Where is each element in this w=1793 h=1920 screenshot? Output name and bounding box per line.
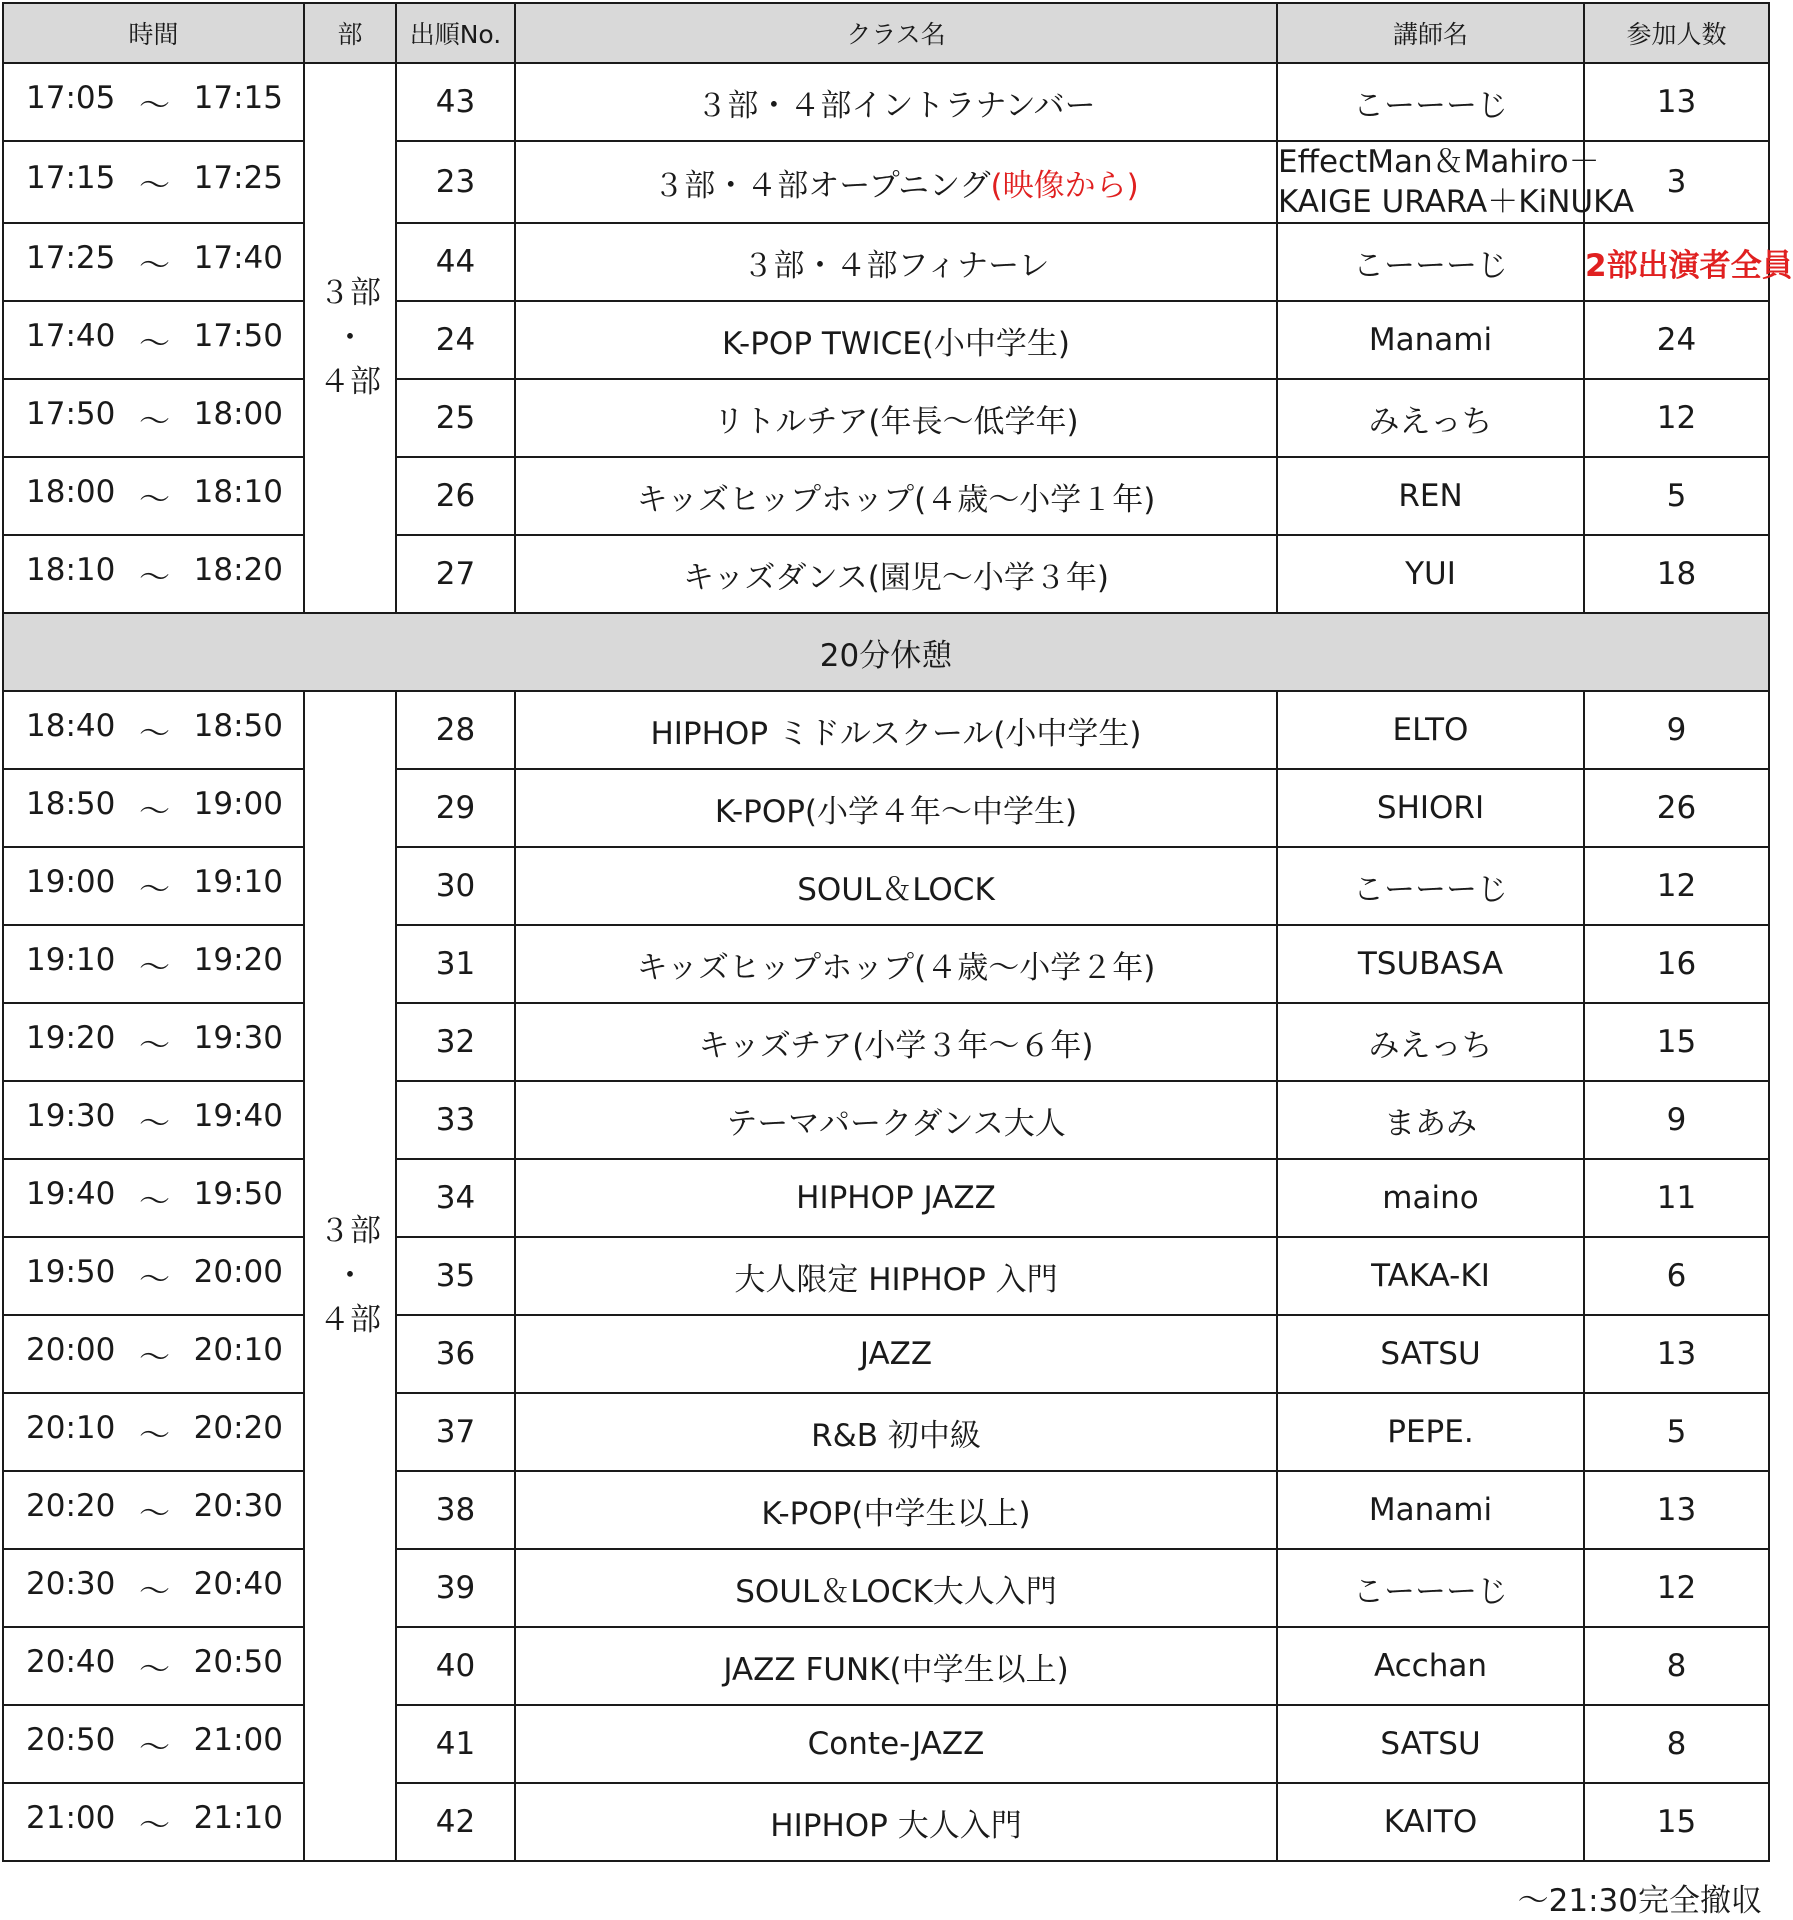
end-time: 20:30	[193, 1487, 283, 1524]
participants-cell: 11	[1584, 1159, 1769, 1237]
table-row	[3, 1159, 1769, 1237]
class-name: K-POP TWICE(小中学生)	[721, 325, 1071, 362]
table-row	[3, 63, 1769, 141]
participants-cell: 15	[1584, 1783, 1769, 1861]
time-cell	[3, 1315, 304, 1393]
participants-cell: 12	[1584, 847, 1769, 925]
class-cell	[515, 1549, 1277, 1627]
order-cell: 29	[396, 769, 515, 847]
order-cell: 34	[396, 1159, 515, 1237]
instructor-cell: TAKA-KI	[1277, 1237, 1584, 1315]
class-name: Conte-JAZZ	[807, 1726, 985, 1762]
class-cell	[515, 301, 1277, 379]
time-range	[4, 318, 303, 363]
start-time: 20:50	[26, 1721, 116, 1758]
start-time: 18:40	[26, 707, 116, 744]
start-time: 17:50	[26, 395, 116, 432]
time-range	[4, 864, 303, 909]
class-name: JAZZ	[859, 1336, 933, 1372]
table-row	[3, 691, 1769, 769]
instructor-cell: ELTO	[1277, 691, 1584, 769]
instructor-line: EffectMan＆Mahiro＋	[1278, 144, 1600, 180]
time-separator: ～	[139, 1807, 170, 1844]
order-cell: 26	[396, 457, 515, 535]
class-name: キッズヒップホップ(４歳～小学１年)	[636, 481, 1156, 518]
instructor-cell	[1277, 141, 1635, 223]
end-time: 18:20	[193, 551, 283, 588]
time-separator: ～	[139, 1105, 170, 1142]
class-cell	[515, 1003, 1277, 1081]
table-row	[3, 925, 1769, 1003]
participants-cell: 6	[1584, 1237, 1769, 1315]
time-separator: ～	[139, 87, 170, 124]
table-row	[3, 847, 1769, 925]
time-cell	[3, 769, 304, 847]
table-row	[3, 1315, 1769, 1393]
end-time: 19:20	[193, 941, 283, 978]
header-class-name: クラス名	[515, 3, 1277, 63]
time-separator: ～	[139, 1339, 170, 1376]
participants-cell: 15	[1584, 1003, 1769, 1081]
start-time: 19:00	[26, 863, 116, 900]
table-row	[3, 1783, 1769, 1861]
table-row	[3, 1081, 1769, 1159]
end-time: 20:00	[193, 1253, 283, 1290]
footer-note: ～21:30完全撤収	[1517, 1883, 1762, 1919]
start-time: 17:25	[26, 239, 116, 276]
break-row	[3, 613, 1769, 691]
start-time: 20:10	[26, 1409, 116, 1446]
header-participants: 参加人数	[1584, 3, 1769, 63]
end-time: 19:10	[193, 863, 283, 900]
time-range	[4, 1410, 303, 1455]
time-range	[4, 396, 303, 441]
participants-cell: 9	[1584, 1081, 1769, 1159]
time-separator: ～	[139, 715, 170, 752]
order-cell: 42	[396, 1783, 515, 1861]
table-row	[3, 379, 1769, 457]
time-separator: ～	[139, 949, 170, 986]
start-time: 18:10	[26, 551, 116, 588]
class-cell	[515, 1783, 1277, 1861]
end-time: 17:15	[193, 79, 283, 116]
time-cell	[3, 535, 304, 613]
participants-cell: 13	[1584, 1315, 1769, 1393]
time-separator: ～	[139, 481, 170, 518]
schedule-table	[2, 2, 1793, 1862]
class-name: SOUL＆LOCK大人入門	[735, 1573, 1057, 1610]
instructor-cell: こーーーじ	[1277, 847, 1584, 925]
end-time: 19:30	[193, 1019, 283, 1056]
class-cell	[515, 1081, 1277, 1159]
time-range	[4, 1098, 303, 1143]
start-time: 19:10	[26, 941, 116, 978]
order-cell: 38	[396, 1471, 515, 1549]
class-cell	[515, 1315, 1277, 1393]
participants-cell: 12	[1584, 1549, 1769, 1627]
class-name: ３部・４部オープニング	[653, 167, 991, 204]
time-range	[4, 786, 303, 831]
class-name: HIPHOP ミドルスクール(小中学生)	[650, 715, 1142, 752]
instructor-cell: こーーーじ	[1277, 1549, 1584, 1627]
header-section: 部	[304, 3, 396, 63]
class-cell	[515, 691, 1277, 769]
table-row	[3, 1627, 1769, 1705]
section-bottom: ４部	[319, 364, 381, 401]
class-name: K-POP(小学４年～中学生)	[714, 793, 1078, 830]
header-instructor: 講師名	[1277, 3, 1584, 63]
time-cell	[3, 301, 304, 379]
instructor-cell: Acchan	[1277, 1627, 1584, 1705]
class-cell	[515, 1705, 1277, 1783]
time-range	[4, 552, 303, 597]
instructor-cell: みえっち	[1277, 1003, 1584, 1081]
participants-cell: 5	[1584, 457, 1769, 535]
time-cell	[3, 1705, 304, 1783]
class-name: SOUL＆LOCK	[797, 871, 995, 908]
table-row	[3, 1705, 1769, 1783]
instructor-cell: Manami	[1277, 301, 1584, 379]
time-separator: ～	[139, 1495, 170, 1532]
end-time: 18:50	[193, 707, 283, 744]
class-cell	[515, 223, 1277, 301]
time-range	[4, 1332, 303, 1377]
start-time: 20:30	[26, 1565, 116, 1602]
table-row	[3, 1003, 1769, 1081]
instructor-cell: REN	[1277, 457, 1584, 535]
time-cell	[3, 141, 304, 223]
order-cell: 39	[396, 1549, 515, 1627]
order-cell: 30	[396, 847, 515, 925]
class-name: テーマパークダンス大人	[726, 1105, 1066, 1142]
time-range	[4, 1254, 303, 1299]
end-time: 21:10	[193, 1799, 283, 1836]
order-cell: 36	[396, 1315, 515, 1393]
schedule-body	[3, 63, 1793, 1861]
table-row	[3, 535, 1769, 613]
time-separator: ～	[139, 1729, 170, 1766]
time-range	[4, 942, 303, 987]
time-separator: ～	[139, 1651, 170, 1688]
class-cell	[515, 847, 1277, 925]
section-mid: ・	[334, 319, 366, 356]
time-range	[4, 1644, 303, 1689]
class-cell	[515, 1627, 1277, 1705]
order-cell: 44	[396, 223, 515, 301]
order-cell: 27	[396, 535, 515, 613]
end-time: 21:00	[193, 1721, 283, 1758]
time-cell	[3, 457, 304, 535]
time-range	[4, 708, 303, 753]
time-separator: ～	[139, 1261, 170, 1298]
participants-cell: 9	[1584, 691, 1769, 769]
class-name: HIPHOP 大人入門	[770, 1807, 1022, 1844]
time-cell	[3, 379, 304, 457]
order-cell: 43	[396, 63, 515, 141]
class-cell	[515, 1393, 1277, 1471]
time-range	[4, 474, 303, 519]
table-row	[3, 457, 1769, 535]
end-time: 19:40	[193, 1097, 283, 1134]
class-name: 大人限定 HIPHOP 入門	[734, 1261, 1058, 1298]
time-range	[4, 1566, 303, 1611]
time-cell	[3, 925, 304, 1003]
participants-cell: 24	[1584, 301, 1769, 379]
order-cell: 37	[396, 1393, 515, 1471]
instructor-cell: こーーーじ	[1277, 63, 1584, 141]
start-time: 20:00	[26, 1331, 116, 1368]
header-row	[3, 3, 1769, 63]
section-cell	[304, 691, 396, 1861]
table-row	[3, 1237, 1769, 1315]
participants-cell: 18	[1584, 535, 1769, 613]
end-time: 19:00	[193, 785, 283, 822]
class-cell	[515, 63, 1277, 141]
table-row	[3, 769, 1769, 847]
instructor-cell: こーーーじ	[1277, 223, 1584, 301]
instructor-cell: KAITO	[1277, 1783, 1584, 1861]
time-range	[4, 240, 303, 285]
end-time: 20:40	[193, 1565, 283, 1602]
class-cell	[515, 379, 1277, 457]
instructor-line: KAIGE URARA＋KiNUKA	[1278, 184, 1635, 220]
order-cell: 32	[396, 1003, 515, 1081]
class-cell	[515, 141, 1277, 223]
table-row	[3, 223, 1769, 301]
time-cell	[3, 1237, 304, 1315]
time-separator: ～	[139, 403, 170, 440]
start-time: 17:05	[26, 79, 116, 116]
participants-cell: 13	[1584, 1471, 1769, 1549]
order-cell: 23	[396, 141, 515, 223]
table-row	[3, 1471, 1769, 1549]
class-cell	[515, 925, 1277, 1003]
class-name: ３部・４部フィナーレ	[742, 247, 1050, 284]
table-row	[3, 301, 1769, 379]
class-cell	[515, 769, 1277, 847]
time-cell	[3, 1783, 304, 1861]
instructor-cell: SATSU	[1277, 1315, 1584, 1393]
instructor-cell: YUI	[1277, 535, 1584, 613]
end-time: 20:10	[193, 1331, 283, 1368]
participants-cell: 3	[1584, 141, 1769, 223]
class-name: キッズヒップホップ(４歳～小学２年)	[636, 949, 1156, 986]
instructor-cell: maino	[1277, 1159, 1584, 1237]
start-time: 17:40	[26, 317, 116, 354]
time-cell	[3, 223, 304, 301]
table-row	[3, 1549, 1769, 1627]
end-time: 20:20	[193, 1409, 283, 1446]
participants-cell: 12	[1584, 379, 1769, 457]
start-time: 21:00	[26, 1799, 116, 1836]
participants-cell: 8	[1584, 1705, 1769, 1783]
break-label: 20分休憩	[3, 613, 1769, 691]
class-note: (映像から)	[990, 167, 1139, 204]
order-cell: 25	[396, 379, 515, 457]
participants-cell: 26	[1584, 769, 1769, 847]
start-time: 19:20	[26, 1019, 116, 1056]
instructor-cell: みえっち	[1277, 379, 1584, 457]
time-range	[4, 160, 303, 205]
start-time: 19:50	[26, 1253, 116, 1290]
start-time: 19:40	[26, 1175, 116, 1212]
class-name: JAZZ FUNK(中学生以上)	[723, 1651, 1069, 1688]
table-row	[3, 1393, 1769, 1471]
section-top: ３部	[319, 1212, 381, 1249]
class-cell	[515, 1471, 1277, 1549]
class-name: リトルチア(年長～低学年)	[713, 403, 1079, 440]
end-time: 17:50	[193, 317, 283, 354]
instructor-cell: SATSU	[1277, 1705, 1584, 1783]
order-cell: 41	[396, 1705, 515, 1783]
time-separator: ～	[139, 871, 170, 908]
time-range	[4, 1800, 303, 1845]
time-separator: ～	[139, 325, 170, 362]
participants-cell: 16	[1584, 925, 1769, 1003]
time-separator: ～	[139, 1573, 170, 1610]
time-separator: ～	[139, 793, 170, 830]
header-time: 時間	[3, 3, 304, 63]
time-cell	[3, 1081, 304, 1159]
time-separator: ～	[139, 167, 170, 204]
time-range	[4, 80, 303, 125]
instructor-cell: Manami	[1277, 1471, 1584, 1549]
end-time: 19:50	[193, 1175, 283, 1212]
order-cell: 31	[396, 925, 515, 1003]
class-name: R&B 初中級	[811, 1417, 981, 1454]
start-time: 20:40	[26, 1643, 116, 1680]
time-separator: ～	[139, 247, 170, 284]
order-cell: 40	[396, 1627, 515, 1705]
order-cell: 28	[396, 691, 515, 769]
instructor-cell: TSUBASA	[1277, 925, 1584, 1003]
time-separator: ～	[139, 559, 170, 596]
participants-cell: 2部出演者全員	[1584, 223, 1769, 301]
class-cell	[515, 457, 1277, 535]
participants-cell: 8	[1584, 1627, 1769, 1705]
time-range	[4, 1722, 303, 1767]
time-range	[4, 1488, 303, 1533]
class-cell	[515, 1159, 1277, 1237]
order-cell: 35	[396, 1237, 515, 1315]
class-name: キッズチア(小学３年～６年)	[698, 1027, 1094, 1064]
class-name: キッズダンス(園児～小学３年)	[683, 559, 1109, 596]
time-separator: ～	[139, 1027, 170, 1064]
end-time: 17:25	[193, 159, 283, 196]
header-order: 出順No.	[396, 3, 515, 63]
time-cell	[3, 1549, 304, 1627]
participants-cell: 13	[1584, 63, 1769, 141]
table-row	[3, 141, 1769, 223]
start-time: 19:30	[26, 1097, 116, 1134]
section-top: ３部	[319, 274, 381, 311]
time-cell	[3, 691, 304, 769]
order-cell: 24	[396, 301, 515, 379]
class-name: ３部・４部イントラナンバー	[696, 87, 1096, 124]
section-cell	[304, 63, 396, 613]
end-time: 20:50	[193, 1643, 283, 1680]
instructor-cell: まあみ	[1277, 1081, 1584, 1159]
class-name: HIPHOP JAZZ	[796, 1180, 996, 1216]
time-separator: ～	[139, 1183, 170, 1220]
class-name: K-POP(中学生以上)	[761, 1495, 1031, 1532]
instructor-cell: SHIORI	[1277, 769, 1584, 847]
time-cell	[3, 1003, 304, 1081]
time-range	[4, 1020, 303, 1065]
class-cell	[515, 1237, 1277, 1315]
start-time: 20:20	[26, 1487, 116, 1524]
section-bottom: ４部	[319, 1302, 381, 1339]
order-cell: 33	[396, 1081, 515, 1159]
start-time: 17:15	[26, 159, 116, 196]
end-time: 18:00	[193, 395, 283, 432]
class-cell	[515, 535, 1277, 613]
time-cell	[3, 1471, 304, 1549]
time-cell	[3, 1393, 304, 1471]
time-cell	[3, 1159, 304, 1237]
time-range	[4, 1176, 303, 1221]
instructor-cell: PEPE.	[1277, 1393, 1584, 1471]
time-cell	[3, 1627, 304, 1705]
section-mid: ・	[334, 1257, 366, 1294]
start-time: 18:50	[26, 785, 116, 822]
participants-cell: 5	[1584, 1393, 1769, 1471]
time-cell	[3, 847, 304, 925]
time-cell	[3, 63, 304, 141]
end-time: 18:10	[193, 473, 283, 510]
start-time: 18:00	[26, 473, 116, 510]
time-separator: ～	[139, 1417, 170, 1454]
end-time: 17:40	[193, 239, 283, 276]
